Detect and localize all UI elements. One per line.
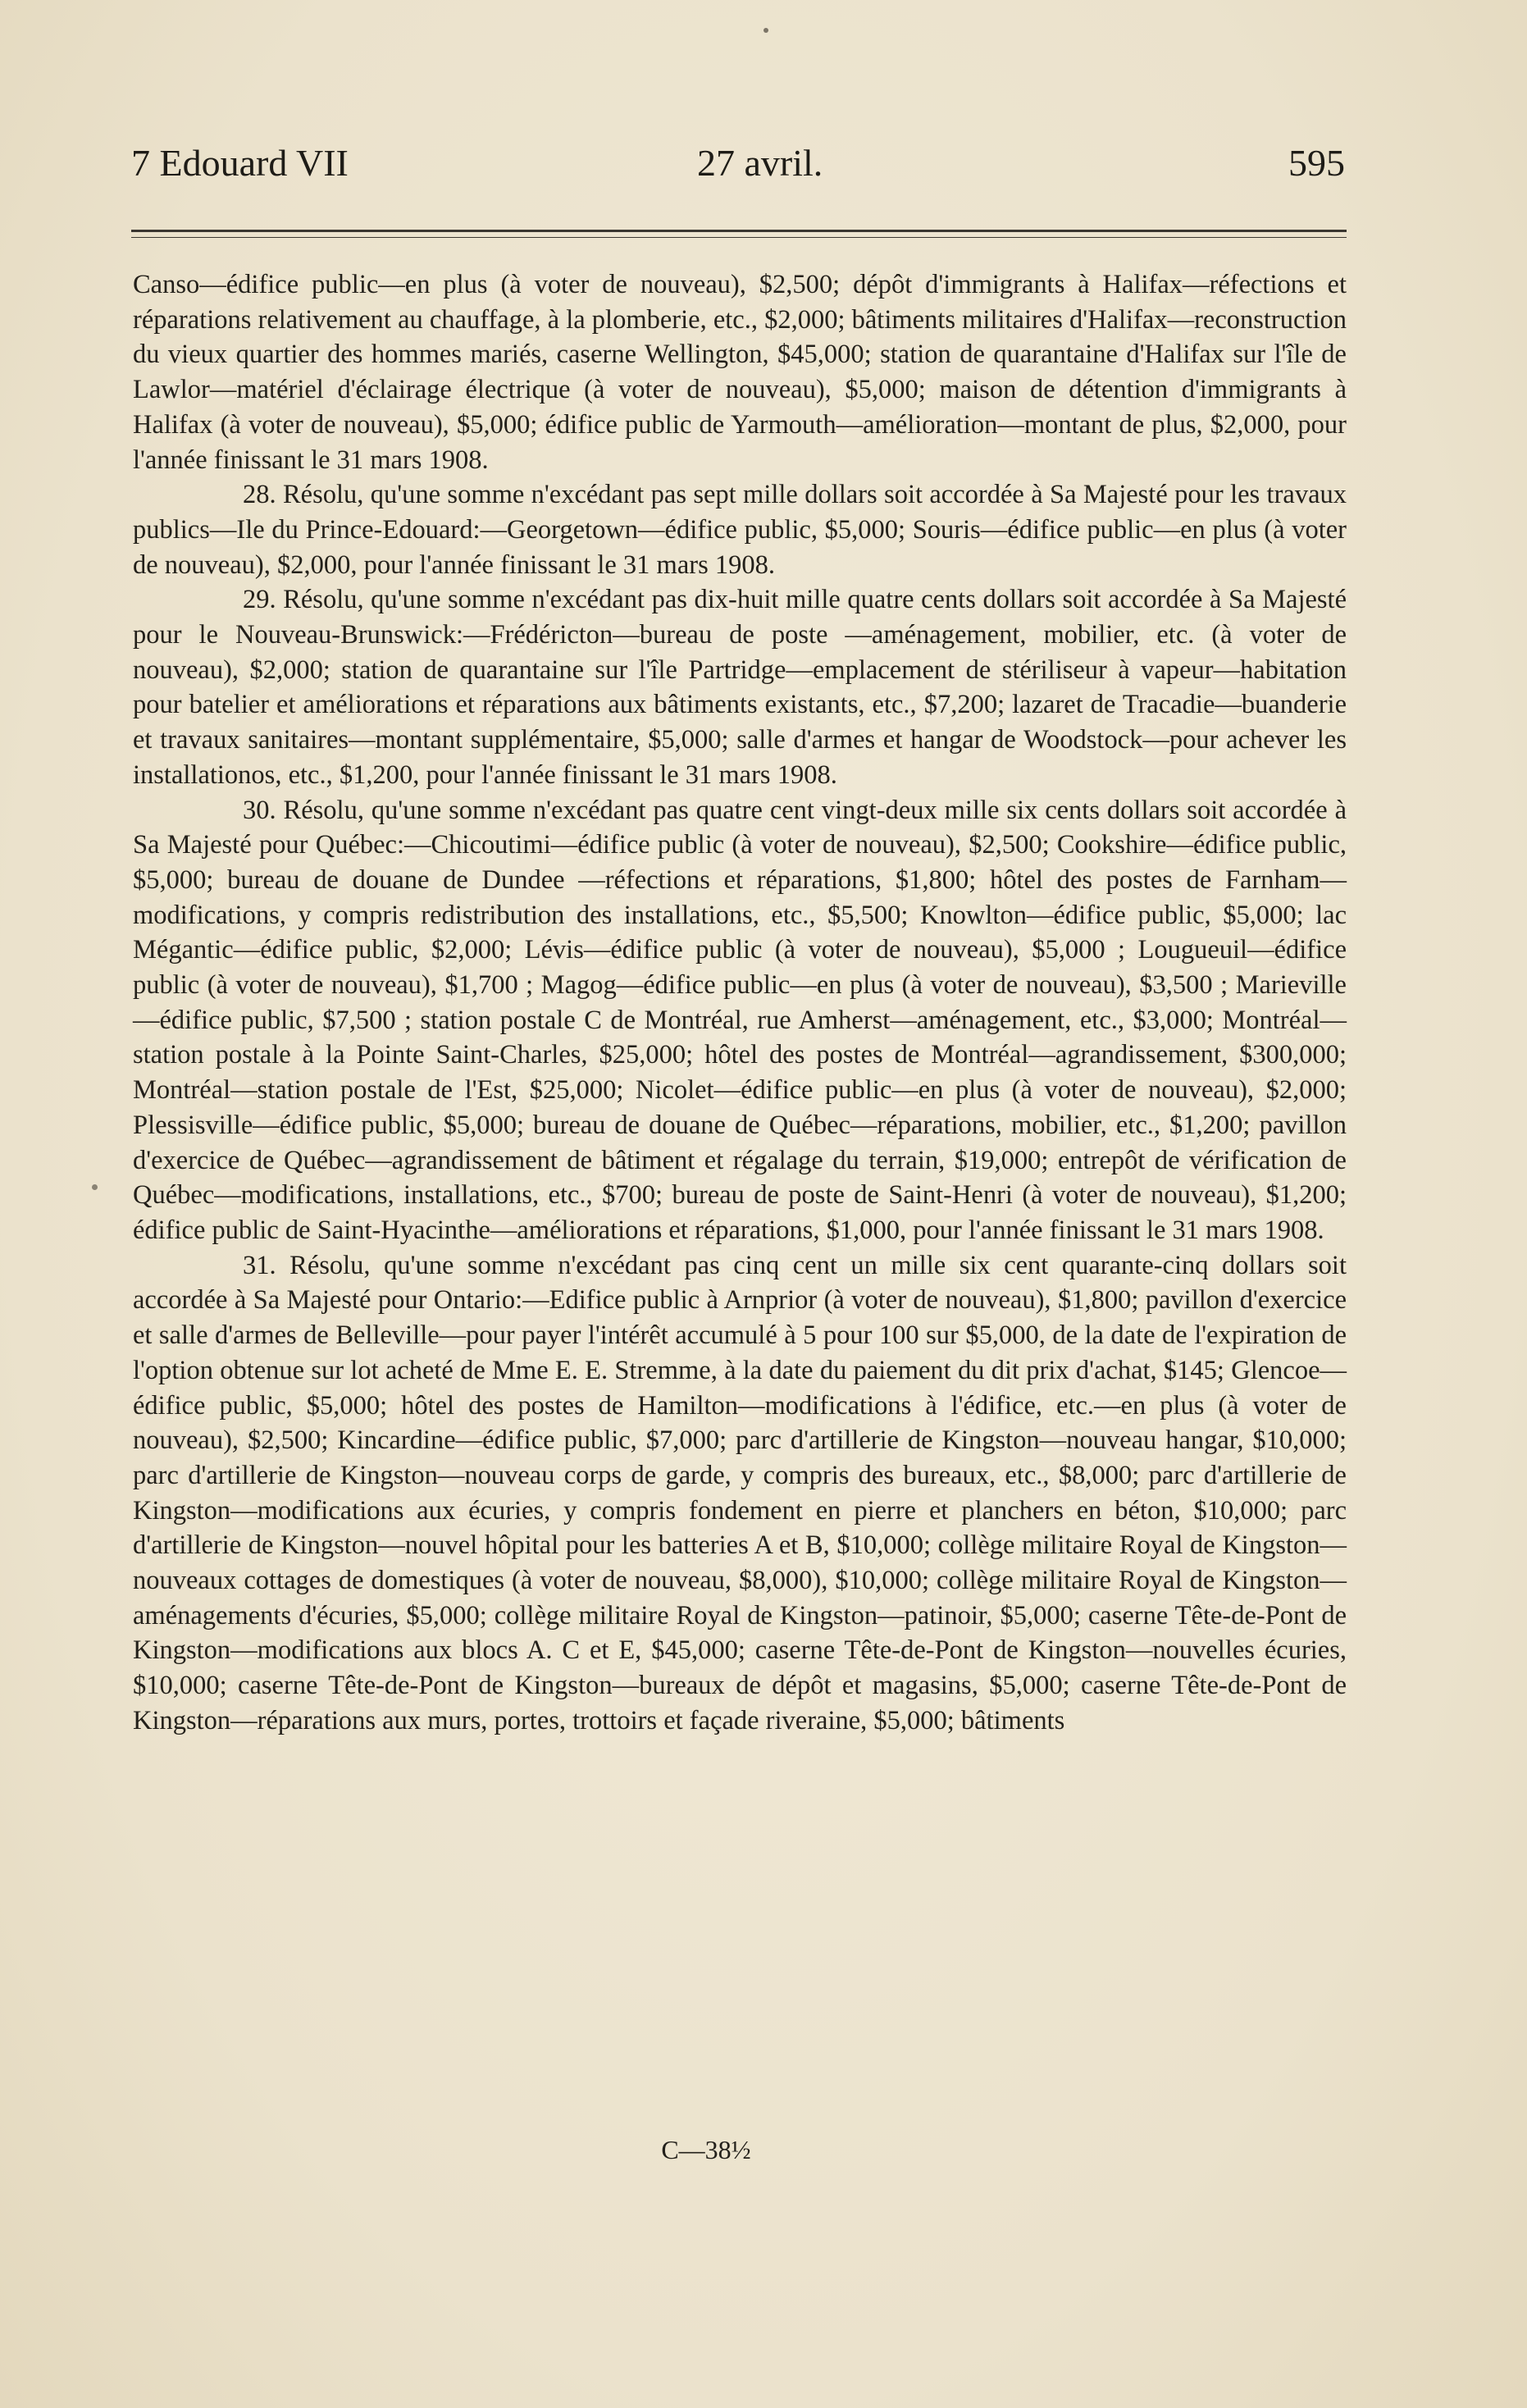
paragraph-continued: Canso—édifice public—en plus (à voter de nouveau), $2,500; dépôt d'immigrants à Halifax—réfections et réparations relativement au chauffage, à la plomberie, etc., $2,000; bâtiments militaires d'Halifax—reconstruction du vieux quartier des hommes mariés, caserne Wellington, $45,000; station de quarantaine d'Halifax sur l'île de Lawlor—matériel d'éclairage électrique (à voter de nouveau), $5,000; maison de détention d'immigrants à Halifax (à voter de nouveau), $5,000; édifice public de Yarmouth—amélioration—montant de plus, $2,000, pour l'année finissant le 31 mars 1908.: [133, 270, 1347, 475]
page-number: 595: [1288, 142, 1345, 184]
header-volume: 7 Edouard VII: [131, 142, 349, 184]
header-date: 27 avril.: [697, 142, 823, 184]
header-rule-thick: [131, 230, 1347, 232]
document-body: [133, 267, 1347, 1739]
signature-mark-text: C—38½: [661, 2135, 751, 2164]
paragraph-resolution-31: 31. Résolu, qu'une somme n'excédant pas cinq cent un mille six cent quarante-cinq dollars soit accordée à Sa Majesté pour Ontario:—Edifice public à Arnprior (à voter de nouveau), $1,800; pavillon d'exercice et salle d'armes de Belleville—pour payer l'intérêt accumulé à 5 pour 100 sur $5,000, de la date de l'expiration de l'option obtenue sur lot acheté de Mme E. E. Stremme, à la date du paiement du dit prix d'achat, $145; Glencoe—édifice public, $5,000; hôtel des postes de Hamilton—modifications à l'édifice, etc.—en plus (à voter de nouveau), $2,500; Kincardine—édifice public, $7,000; parc d'artillerie de Kingston—nouveau hangar, $10,000; parc d'artillerie de Kingston—nouveau corps de garde, y compris des bureaux, etc., $8,000; parc d'artillerie de Kingston—modifications aux écuries, y compris fondement en pierre et planchers en béton, $10,000; parc d'artillerie de Kingston—nouvel hôpital pour les batteries A et B, $10,000; collège militaire Royal de Kingston—nouveaux cottages de domestiques (à voter de nouveau, $8,000), $10,000; collège militaire Royal de Kingston—aménagements d'écuries, $5,000; collège militaire Royal de Kingston—patinoir, $5,000; caserne Tête-de-Pont de Kingston—modifications aux blocs A. C et E, $45,000; caserne Tête-de-Pont de Kingston—nouvelles écuries, $10,000; caserne Tête-de-Pont de Kingston—bureaux de dépôt et magasins, $5,000; caserne Tête-de-Pont de Kingston—réparations aux murs, portes, trottoirs et façade riveraine, $5,000; bâtiments: [133, 1250, 1347, 1735]
print-speck: [764, 28, 768, 33]
header-rule-thin: [131, 237, 1347, 238]
print-speck: [92, 1184, 98, 1190]
paragraph-resolution-28: 28. Résolu, qu'une somme n'excédant pas sept mille dollars soit accordée à Sa Majesté pour les travaux publics—Ile du Prince-Edouard:—Georgetown—édifice public, $5,000; Souris—édifice public—en plus (à voter de nouveau), $2,000, pour l'année finissant le 31 mars 1908.: [133, 480, 1347, 580]
running-header: [131, 141, 1345, 198]
paragraph-resolution-29: 29. Résolu, qu'une somme n'excédant pas dix-huit mille quatre cents dollars soit accordée à Sa Majesté pour le Nouveau-Brunswick:—Frédéricton—bureau de poste —aménagement, mobilier, etc. (à voter de nouveau), $2,000; station de quarantaine sur l'île Partridge—emplacement de stériliseur à vapeur—habitation pour batelier et améliorations et réparations aux bâtiments existants, etc., $7,200; lazaret de Tracadie—buanderie et travaux sanitaires—montant supplémentaire, $5,000; salle d'armes et hangar de Woodstock—pour achever les installationos, etc., $1,200, pour l'année finissant le 31 mars 1908.: [133, 585, 1347, 790]
paragraph-resolution-30: 30. Résolu, qu'une somme n'excédant pas quatre cent vingt-deux mille six cents dollars soit accordée à Sa Majesté pour Québec:—Chicoutimi—édifice public (à voter de nouveau), $2,500; Cookshire—édifice public, $5,000; bureau de douane de Dundee —réfections et réparations, $1,800; hôtel des postes de Farnham—modifications, y compris redistribution des installations, etc., $5,500; Knowlton—édifice public, $5,000; lac Mégantic—édifice public, $2,000; Lévis—édifice public (à voter de nouveau), $5,000 ; Lougueuil—édifice public (à voter de nouveau), $1,700 ; Magog—édifice public—en plus (à voter de nouveau), $3,500 ; Marieville—édifice public, $7,500 ; station postale C de Montréal, rue Amherst—aménagement, etc., $3,000; Montréal—station postale à la Pointe Saint-Charles, $25,000; hôtel des postes de Montréal—agrandissement, $300,000; Montréal—station postale de l'Est, $25,000; Nicolet—édifice public—en plus (à voter de nouveau), $2,000; Plessisville—édifice public, $5,000; bureau de douane de Québec—réparations, mobilier, etc., $1,200; pavillon d'exercice de Québec—agrandissement de bâtiment et régalage du terrain, $19,000; entrepôt de vérification de Québec—modifications, installations, etc., $700; bureau de poste de Saint-Henri (à voter de nouveau), $1,200; édifice public de Saint-Hyacinthe—améliorations et réparations, $1,000, pour l'année finissant le 31 mars 1908.: [133, 795, 1347, 1245]
signature-mark: [0, 2135, 1527, 2165]
